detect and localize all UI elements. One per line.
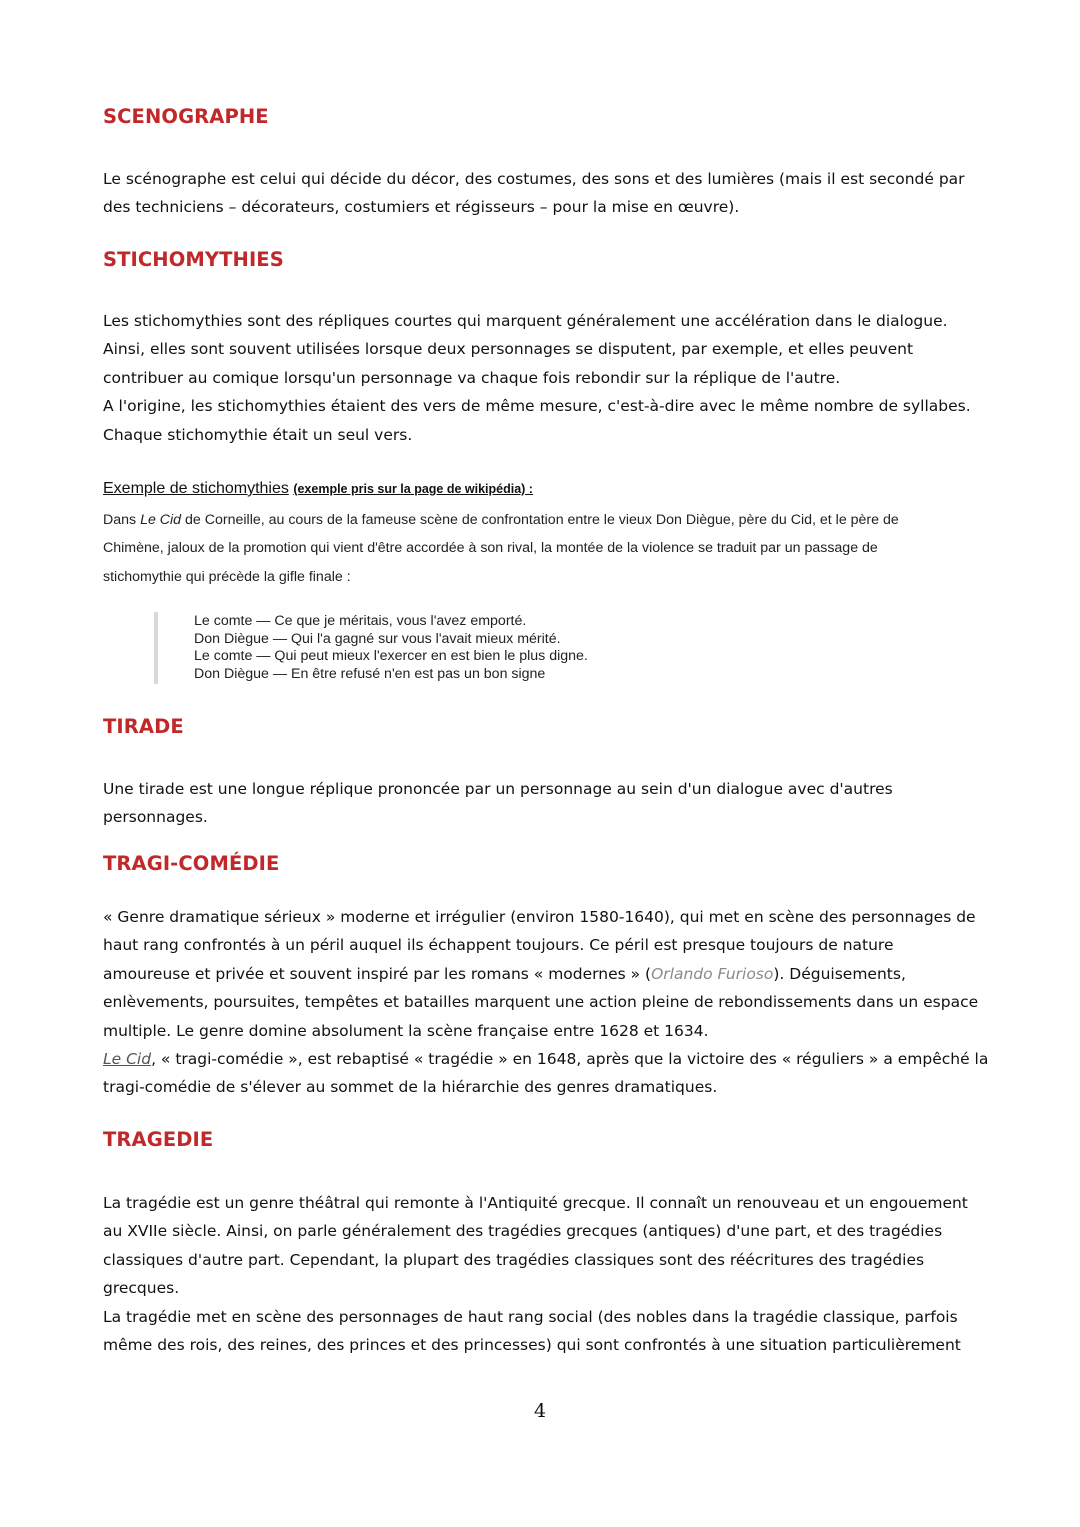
text-line (103, 506, 1003, 534)
paragraph-scenographe (103, 165, 993, 222)
text-segment: de Corneille, au cours de la fameuse scène de confrontation entre le vieux Don Diègue, père du Cid, et le père de (181, 512, 899, 528)
text-line: stichomythie qui précède la gifle finale : (103, 568, 351, 585)
text-line: tragi-comédie de s'élever au sommet de la hiérarchie des genres dramatiques. (103, 1078, 718, 1097)
text-line: Les stichomythies sont des répliques courtes qui marquent généralement une accélération dans le dialogue. (103, 312, 948, 330)
verse-line: Don Diègue — Qui l'a gagné sur vous l'avait mieux mérité. (194, 631, 561, 647)
text-line: au XVIIe siècle. Ainsi, on parle généralement des tragédies grecques (antiques) d'une part, et des tragédies (103, 1222, 943, 1241)
text-line: « Genre dramatique sérieux » moderne et irrégulier (environ 1580-1640), qui met en scène des personnages de (103, 908, 976, 926)
text-line: La tragédie met en scène des personnages de haut rang social (des nobles dans la tragédie classique, parfois (103, 1307, 958, 1326)
paragraph-stichomythies (103, 307, 993, 449)
text-line: Ainsi, elles sont souvent utilisées lorsque deux personnages se disputent, par exemple, et elles peuvent (103, 340, 914, 359)
page-number: 4 (533, 1400, 547, 1422)
text-line: contribuer au comique lorsqu'un personnage va chaque fois rebondir sur la réplique de l'autre. (103, 368, 841, 387)
heading-tragicomedie: TRAGI-COMÉDIE (103, 852, 280, 875)
text-line (103, 1045, 993, 1073)
text-segment: , « tragi-comédie », est rebaptisé « tragédie » en 1648, après que la victoire des « réguliers » a empêché la (151, 1050, 989, 1069)
heading-stichomythies: STICHOMYTHIES (103, 248, 284, 271)
heading-tirade: TIRADE (103, 715, 184, 738)
example-title-note: (exemple pris sur la page de wikipédia) : (293, 482, 533, 496)
le-cid-link[interactable]: Le Cid (103, 1050, 152, 1069)
text-line: Chaque stichomythie était un seul vers. (103, 425, 413, 444)
work-title: Le Cid (140, 512, 182, 528)
text-line: haut rang confrontés à un péril auquel ils échappent toujours. Ce péril est presque toujours de nature (103, 936, 894, 955)
verse-line: Don Diègue — En être refusé n'en est pas un bon signe (194, 666, 546, 682)
text-segment: Dans (103, 512, 141, 528)
heading-tragedie: TRAGEDIE (103, 1128, 214, 1151)
heading-scenographe: SCENOGRAPHE (103, 105, 269, 128)
text-line: classiques d'autre part. Cependant, la plupart des tragédies classiques sont des réécritures des tragédies (103, 1250, 925, 1269)
text-line: Chimène, jaloux de la promotion qui vient d'être accordée à son rival, la montée de la violence se traduit par un passage de (103, 540, 878, 557)
text-line: grecques. (103, 1279, 180, 1298)
paragraph-tirade (103, 775, 993, 832)
paragraph-tragicomedie (103, 903, 993, 1102)
text-segment: ). Déguisements, (773, 964, 906, 983)
example-paragraph (103, 506, 1003, 591)
text-line: des techniciens – décorateurs, costumiers et régisseurs – pour la mise en œuvre). (103, 198, 740, 217)
verse-line: Le comte — Qui peut mieux l'exercer en est bien le plus digne. (194, 648, 588, 664)
text-line: multiple. Le genre domine absolument la scène française entre 1628 et 1634. (103, 1021, 709, 1040)
text-line: La tragédie est un genre théâtral qui remonte à l'Antiquité grecque. Il connaît un renouveau et un engouement (103, 1194, 968, 1212)
text-line: Une tirade est une longue réplique prononcée par un personnage au sein d'un dialogue avec d'autres (103, 780, 893, 798)
text-line: enlèvements, poursuites, tempêtes et batailles marquent une action pleine de rebondissements dans un espace (103, 993, 979, 1012)
paragraph-tragedie (103, 1189, 993, 1359)
text-line: Le scénographe est celui qui décide du décor, des costumes, des sons et des lumières (mais il est secondé par (103, 170, 965, 188)
text-line: même des rois, des reines, des princes et des princesses) qui sont confrontés à une situation particulièrement (103, 1336, 961, 1355)
cited-work: Orlando Furioso (651, 964, 774, 983)
text-line: A l'origine, les stichomythies étaient des vers de même mesure, c'est-à-dire avec le même nombre de syllabes. (103, 397, 971, 416)
text-line: personnages. (103, 808, 208, 827)
text-segment: amoureuse et privée et souvent inspiré par les romans « modernes » ( (103, 964, 652, 983)
verse-line: Le comte — Ce que je méritais, vous l'avez emporté. (194, 613, 527, 629)
verse-quote-block (154, 612, 758, 684)
text-line (103, 960, 993, 988)
example-title-text: Exemple de stichomythies (103, 480, 289, 497)
example-title (103, 480, 533, 498)
